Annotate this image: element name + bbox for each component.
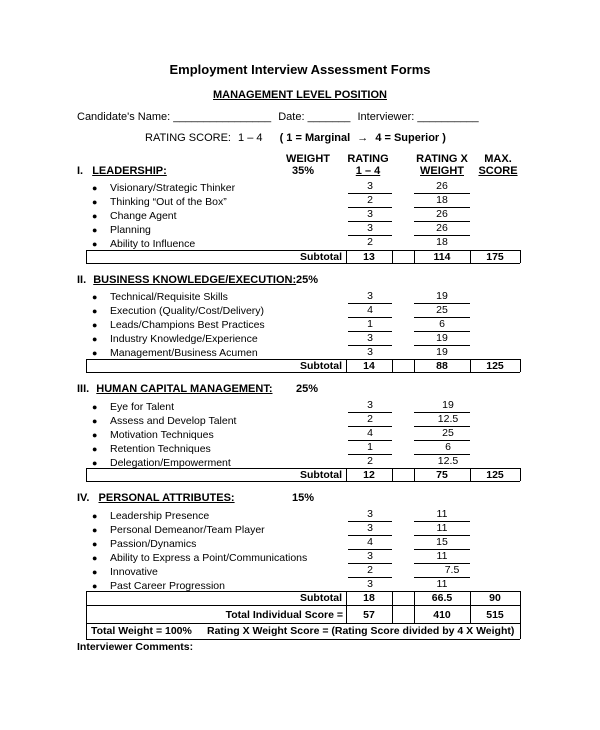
page-title: Employment Interview Assessment Forms — [169, 62, 431, 77]
subtotal-max: 125 — [486, 360, 504, 372]
list-item: ● Leadership Presence — [92, 510, 210, 522]
subtotal-rxw: 88 — [436, 360, 448, 372]
bullet-icon: ● — [92, 197, 98, 207]
bullet-icon: ● — [92, 320, 98, 330]
bullet-icon: ● — [92, 430, 98, 440]
list-item: ● Eye for Talent — [92, 401, 175, 413]
list-item: ● Execution (Quality/Cost/Delivery) — [92, 305, 265, 317]
interviewer-comments-field[interactable] — [77, 656, 522, 716]
section-title: BUSINESS KNOWLEDGE/EXECUTION: — [93, 274, 297, 286]
subtotal-rating: 12 — [363, 469, 375, 481]
total-score-label: Total Individual Score = — [225, 609, 343, 621]
section-number: III. — [77, 383, 90, 395]
section-weight: 15% — [292, 492, 315, 504]
total-rating: 57 — [363, 609, 375, 621]
section-weight: 25% — [296, 274, 319, 286]
rating-value[interactable]: 2 — [367, 455, 373, 467]
rxw-value: 11 — [436, 508, 448, 520]
bullet-icon: ● — [92, 348, 98, 358]
date-label: Date: — [278, 111, 305, 123]
section-title: LEADERSHIP: — [92, 165, 167, 177]
bullet-icon: ● — [92, 416, 98, 426]
section-title: PERSONAL ATTRIBUTES: — [98, 492, 235, 504]
bullet-icon: ● — [92, 458, 98, 468]
bullet-icon: ● — [92, 211, 98, 221]
subtotal-rxw: 75 — [436, 469, 448, 481]
subtotal-label: Subtotal — [300, 251, 342, 263]
rating-value[interactable]: 4 — [367, 536, 373, 548]
list-item: ● Assess and Develop Talent — [92, 415, 237, 427]
subtotal-max: 90 — [489, 592, 501, 604]
list-item: ● Delegation/Empowerment — [92, 457, 231, 469]
rating-score-label: RATING SCORE: — [145, 132, 231, 144]
subtotal-rxw: 114 — [433, 251, 451, 263]
rxw-value: 15 — [436, 536, 448, 548]
rating-value[interactable]: 3 — [367, 208, 373, 220]
interviewer-field[interactable]: __________ — [417, 111, 479, 123]
section-leadership-heading — [77, 165, 167, 177]
rxw-value: 25 — [436, 304, 448, 316]
bullet-icon: ● — [92, 553, 98, 563]
rating-value[interactable]: 1 — [367, 318, 373, 330]
total-weight: Total Weight = 100% — [91, 625, 192, 637]
rxw-value: 11 — [436, 550, 448, 562]
bullet-icon: ● — [92, 183, 98, 193]
candidate-row — [77, 111, 479, 123]
list-item: ● Leads/Champions Best Practices — [92, 319, 265, 331]
page-subtitle: MANAGEMENT LEVEL POSITION — [213, 89, 387, 101]
header-rating-range: 1 – 4 — [355, 165, 381, 177]
rating-value[interactable]: 2 — [367, 236, 373, 248]
rating-score-low: ( 1 = Marginal — [279, 132, 351, 144]
bullet-icon: ● — [92, 581, 98, 591]
list-item: ● Thinking “Out of the Box” — [92, 196, 227, 208]
interviewer-comments-label: Interviewer Comments: — [77, 641, 194, 653]
rating-value[interactable]: 4 — [367, 427, 373, 439]
bullet-icon: ● — [92, 525, 98, 535]
rating-value[interactable]: 3 — [367, 222, 373, 234]
rating-value[interactable]: 3 — [367, 508, 373, 520]
bullet-icon: ● — [92, 334, 98, 344]
list-item: ● Management/Business Acumen — [92, 347, 258, 359]
rxw-value: 26 — [436, 208, 448, 220]
subtotal-label: Subtotal — [300, 360, 342, 372]
rating-value[interactable]: 3 — [367, 346, 373, 358]
rxw-value: 18 — [436, 236, 448, 248]
list-item: ● Ability to Influence — [92, 238, 196, 250]
rxw-value: 7.5 — [444, 564, 460, 576]
bullet-icon: ● — [92, 225, 98, 235]
rating-value[interactable]: 1 — [367, 441, 373, 453]
list-item: ● Motivation Techniques — [92, 429, 214, 441]
bullet-icon: ● — [92, 306, 98, 316]
rating-value[interactable]: 2 — [367, 194, 373, 206]
rxw-value: 19 — [436, 290, 448, 302]
header-rxw-2: WEIGHT — [420, 165, 464, 177]
rxw-value: 6 — [445, 441, 451, 453]
weight-formula: Rating X Weight Score = (Rating Score divided by 4 X Weight) — [207, 625, 515, 637]
rxw-value: 11 — [436, 578, 448, 590]
rating-value[interactable]: 3 — [367, 550, 373, 562]
header-max: MAX. — [484, 153, 512, 165]
header-weight: WEIGHT — [286, 153, 330, 165]
bullet-icon: ● — [92, 292, 98, 302]
subtotal-label: Subtotal — [300, 592, 342, 604]
rxw-value: 6 — [439, 318, 445, 330]
date-field[interactable]: _______ — [307, 111, 351, 123]
rxw-value: 19 — [436, 332, 448, 344]
subtotal-rating: 14 — [363, 360, 375, 372]
rating-value[interactable]: 2 — [367, 564, 373, 576]
bullet-icon: ● — [92, 444, 98, 454]
list-item: ● Visionary/Strategic Thinker — [92, 182, 236, 194]
subtotal-rating: 18 — [363, 592, 375, 604]
rxw-value: 11 — [436, 522, 448, 534]
subtotal-label: Subtotal — [300, 469, 342, 481]
rating-value[interactable]: 2 — [367, 413, 373, 425]
subtotal-max: 175 — [486, 251, 504, 263]
total-max: 515 — [486, 609, 504, 621]
rxw-value: 19 — [436, 346, 448, 358]
rxw-value: 12.5 — [437, 413, 459, 425]
section-business-heading — [77, 274, 296, 286]
arrow-icon: → — [357, 132, 369, 144]
section-human-capital-heading — [77, 383, 273, 395]
subtotal-rxw: 66.5 — [431, 592, 453, 604]
section-title: HUMAN CAPITAL MANAGEMENT: — [96, 383, 273, 395]
list-item: ● Innovative — [92, 566, 158, 578]
rxw-value: 18 — [436, 194, 448, 206]
candidate-field[interactable]: ________________ — [173, 111, 272, 123]
list-item: ● Change Agent — [92, 210, 177, 222]
rxw-value: 26 — [436, 180, 448, 192]
bullet-icon: ● — [92, 402, 98, 412]
list-item: ● Retention Techniques — [92, 443, 211, 455]
section-personal-heading — [77, 492, 235, 504]
list-item: ● Technical/Requisite Skills — [92, 291, 228, 303]
rating-value[interactable]: 3 — [367, 399, 373, 411]
rating-score-high: 4 = Superior ) — [375, 132, 446, 144]
candidate-label: Candidate's Name: — [77, 111, 171, 123]
interviewer-label: Interviewer: — [357, 111, 415, 123]
rating-value[interactable]: 4 — [367, 304, 373, 316]
rating-score-range: 1 – 4 — [238, 132, 263, 144]
rating-value[interactable]: 3 — [367, 180, 373, 192]
list-item: ● Ability to Express a Point/Communications — [92, 552, 308, 564]
list-item: ● Industry Knowledge/Experience — [92, 333, 258, 345]
section-weight: 25% — [296, 383, 319, 395]
bullet-icon: ● — [92, 539, 98, 549]
rating-value[interactable]: 3 — [367, 522, 373, 534]
section-number: IV. — [77, 492, 90, 504]
bullet-icon: ● — [92, 239, 98, 249]
header-rxw: RATING X — [416, 153, 468, 165]
rxw-value: 19 — [442, 399, 454, 411]
rating-scale — [145, 132, 446, 144]
rating-value[interactable]: 3 — [367, 578, 373, 590]
rating-value[interactable]: 3 — [367, 332, 373, 344]
list-item: ● Passion/Dynamics — [92, 538, 197, 550]
rating-value[interactable]: 3 — [367, 290, 373, 302]
list-item: ● Past Career Progression — [92, 580, 225, 592]
subtotal-max: 125 — [486, 469, 504, 481]
bullet-icon: ● — [92, 567, 98, 577]
rxw-value: 25 — [442, 427, 454, 439]
list-item: ● Planning — [92, 224, 151, 236]
section-number: I. — [77, 165, 84, 177]
header-weight-pct: 35% — [291, 165, 315, 177]
section-number: II. — [77, 274, 87, 286]
header-rating: RATING — [347, 153, 389, 165]
rxw-value: 26 — [436, 222, 448, 234]
list-item: ● Personal Demeanor/Team Player — [92, 524, 265, 536]
subtotal-rating: 13 — [363, 251, 375, 263]
bullet-icon: ● — [92, 511, 98, 521]
header-max-score: SCORE — [478, 165, 518, 177]
total-rxw: 410 — [433, 609, 451, 621]
rxw-value: 12.5 — [437, 455, 459, 467]
